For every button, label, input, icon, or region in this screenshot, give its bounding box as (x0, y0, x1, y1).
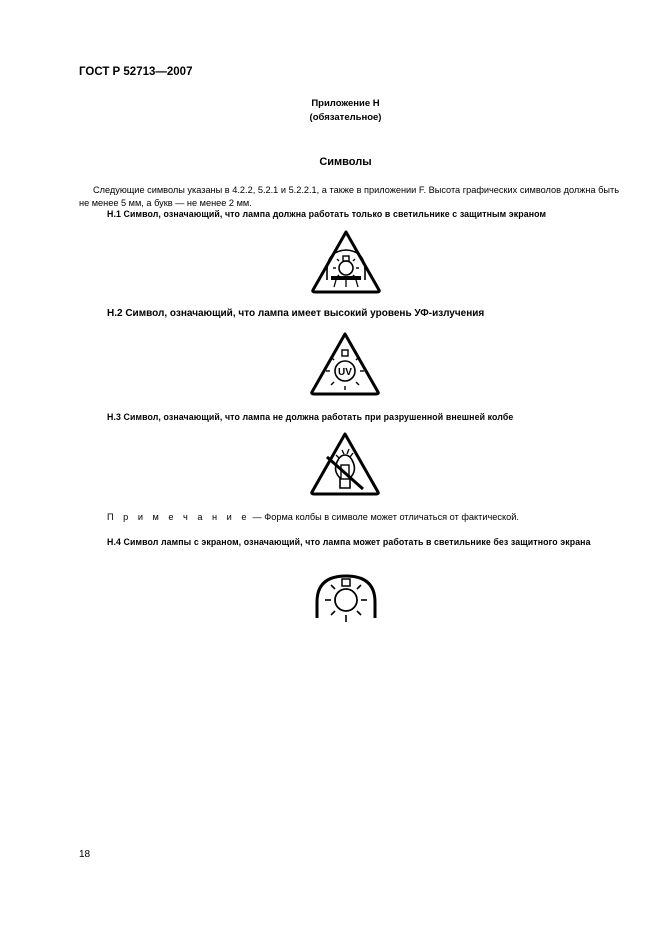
intro-paragraph: Следующие символы указаны в 4.2.2, 5.2.1 и 5.2.2.1, а также в приложении F. Высота графических символов должна быть не менее 5 мм, а букв — не менее 2 мм. (79, 185, 619, 208)
item-heading-h3: Н.3 Символ, означающий, что лампа не должна работать при разрушенной внешней колбе (107, 412, 514, 422)
self-shielded-lamp-icon (311, 572, 381, 628)
annex-subtitle: (обязательное) (309, 112, 382, 123)
high-uv-radiation-warning-icon (309, 331, 381, 397)
item-heading-h4: Н.4 Символ лампы с экраном, означающий, что лампа может работать в светильнике без защитного экрана (107, 537, 591, 547)
broken-outer-bulb-prohibition-icon (309, 431, 381, 497)
item-heading-h2: Н.2 Символ, означающий, что лампа имеет высокий уровень УФ-излучения (107, 308, 485, 319)
item-heading-h1: Н.1 Символ, означающий, что лампа должна работать только в светильнике с защитным экраном (107, 209, 547, 219)
lamp-with-protective-shield-warning-icon (310, 229, 382, 295)
document-id: ГОСТ Р 52713—2007 (79, 66, 193, 78)
note-text: — Форма колбы в символе может отличаться от фактической. (249, 512, 519, 522)
annex-heading (0, 97, 661, 125)
note (107, 512, 519, 522)
section-title: Символы (319, 156, 372, 168)
page-number: 18 (79, 849, 91, 860)
annex-title: Приложение Н (311, 98, 380, 109)
uv-label: UV (338, 367, 352, 378)
note-label: П р и м е ч а н и е (107, 512, 250, 522)
